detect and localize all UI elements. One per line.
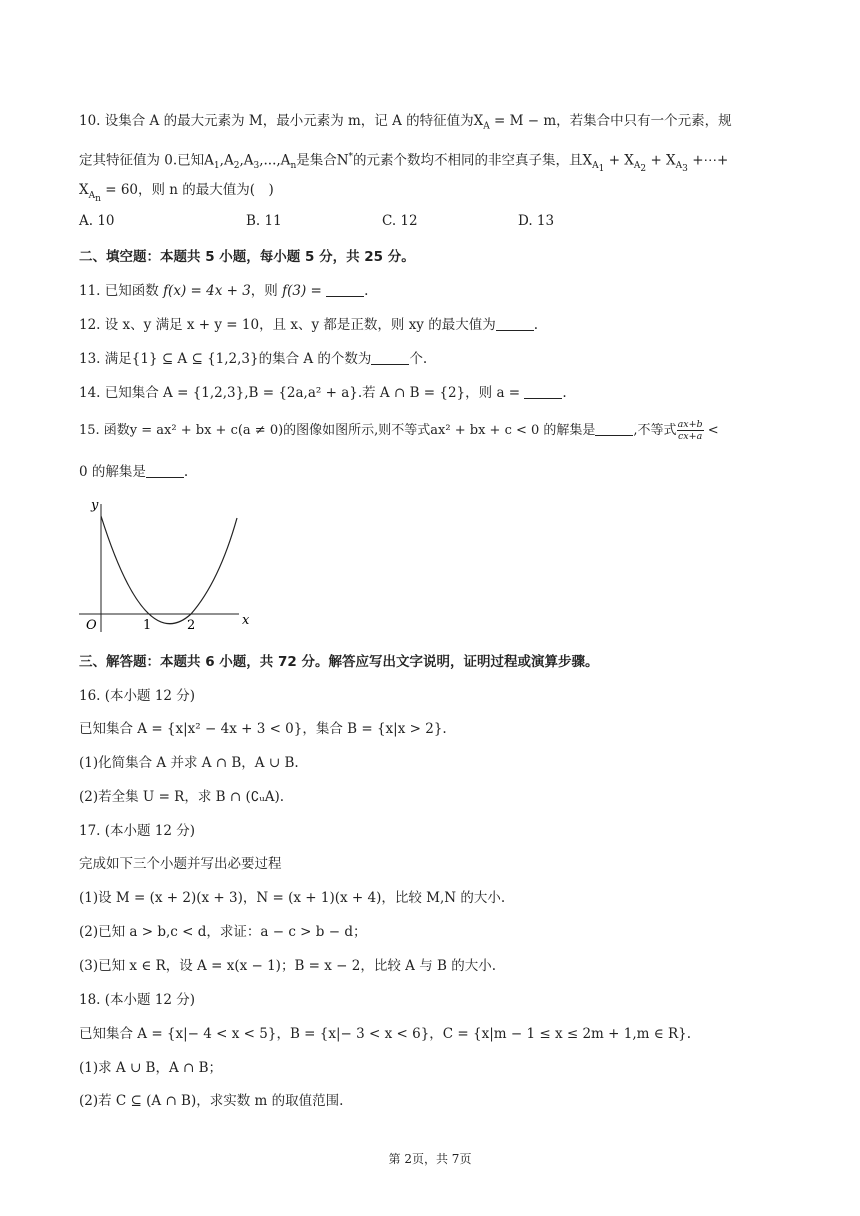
choice-b: B. 11 (246, 213, 282, 229)
choice-c: C. 12 (382, 213, 418, 229)
section-2-heading: 二、填空题：本题共 5 小题，每小题 5 分，共 25 分。 (79, 249, 415, 265)
q17-head: 17. (本小题 12 分) (79, 823, 196, 839)
q10-line1: 10. 设集合 A 的最大元素为 M，最小元素为 m，记 A 的特征值为$X_A = M - m$，若集合中只有一个元素，规 (79, 113, 732, 132)
answer-blank (595, 421, 633, 436)
x-label: x (242, 613, 250, 628)
q15-line1: 15. 函数y = ax² + bx + c(a ≠ 0)的图像如图所示,则不等式ax² + bx + c < 0 的解集是 ,不等式 $\frac{ax+b}{cx+a}$ < (79, 419, 719, 442)
origin-label: O (86, 618, 97, 633)
fraction: $\frac{ax+b}{cx+a}$ (677, 419, 703, 442)
q17-part2: (2)已知 a > b,c < d，求证：a − c > b − d； (79, 924, 367, 940)
q16-head: 16. (本小题 12 分) (79, 688, 196, 704)
q11: 11. 已知函数 f(x) = 4x + 3，则 f(3) = . (79, 283, 369, 299)
q17-stem: 完成如下三个小题并写出必要过程 (79, 856, 282, 872)
choice-a: A. 10 (79, 213, 115, 229)
q18-stem: 已知集合 A = {x|− 4 < x < 5}，B = {x|− 3 < x < 6}，C = {x|m − 1 ≤ x ≤ 2m + 1,m ∈ R}. (79, 1026, 692, 1042)
answer-blank (524, 384, 562, 399)
tick-1: 1 (143, 618, 152, 633)
answer-blank (371, 350, 409, 365)
answer-blank (146, 463, 184, 478)
q12: 12. 设 x、y 满足 x + y = 10，且 x、y 都是正数，则 xy 的最大值为 . (79, 317, 539, 333)
q17-part3: (3)已知 x ∈ R，设 A = x(x − 1)；B = x − 2，比较 A 与 B 的大小. (79, 958, 496, 974)
q17-part1: (1)设 M = (x + 2)(x + 3)，N = (x + 1)(x + 4)，比较 M,N 的大小. (79, 890, 506, 906)
section-3-heading: 三、解答题：本题共 6 小题，共 72 分。解答应写出文字说明，证明过程或演算步骤。 (79, 654, 599, 670)
parabola-curve (101, 516, 237, 624)
q16-part2: (2)若全集 U = R，求 B ∩ (∁ᵤA). (79, 789, 285, 805)
parabola-graph (79, 494, 254, 634)
q18-part2: (2)若 C ⊆ (A ∩ B)，求实数 m 的取值范围. (79, 1093, 344, 1109)
q10-line3: $X_{A_n} = 60$，则 n 的最大值为( ) (79, 182, 274, 204)
q15-line2: 0 的解集是 . (79, 464, 189, 480)
q18-part1: (1)求 A ∪ B，A ∩ B； (79, 1060, 223, 1076)
tick-2: 2 (187, 618, 196, 633)
choice-d: D. 13 (518, 213, 555, 229)
q14: 14. 已知集合 A = {1,2,3},B = {2a,a² + a}.若 A ∩ B = {2}，则 a = . (79, 385, 567, 401)
answer-blank (326, 282, 364, 297)
q13: 13. 满足{1} ⊆ A ⊆ {1,2,3}的集合 A 的个数为 个. (79, 351, 428, 367)
q16-part1: (1)化简集合 A 并求 A ∩ B，A ∪ B. (79, 755, 299, 771)
y-label: y (91, 498, 99, 513)
q10-line2: 定其特征值为 0.已知$A_1,A_2,A_3,...,A_n$是集合N*的元素个数均不相同的非空真子集，且$X_{A_1} + X_{A_2} + X_{A_3}$ +⋯+ (79, 152, 729, 174)
q18-head: 18. (本小题 12 分) (79, 992, 196, 1008)
q16-stem: 已知集合 A = {x|x² − 4x + 3 < 0}，集合 B = {x|x > 2}. (79, 721, 447, 737)
answer-blank (496, 316, 534, 331)
page-footer: 第 2页，共 7页 (388, 1152, 472, 1166)
